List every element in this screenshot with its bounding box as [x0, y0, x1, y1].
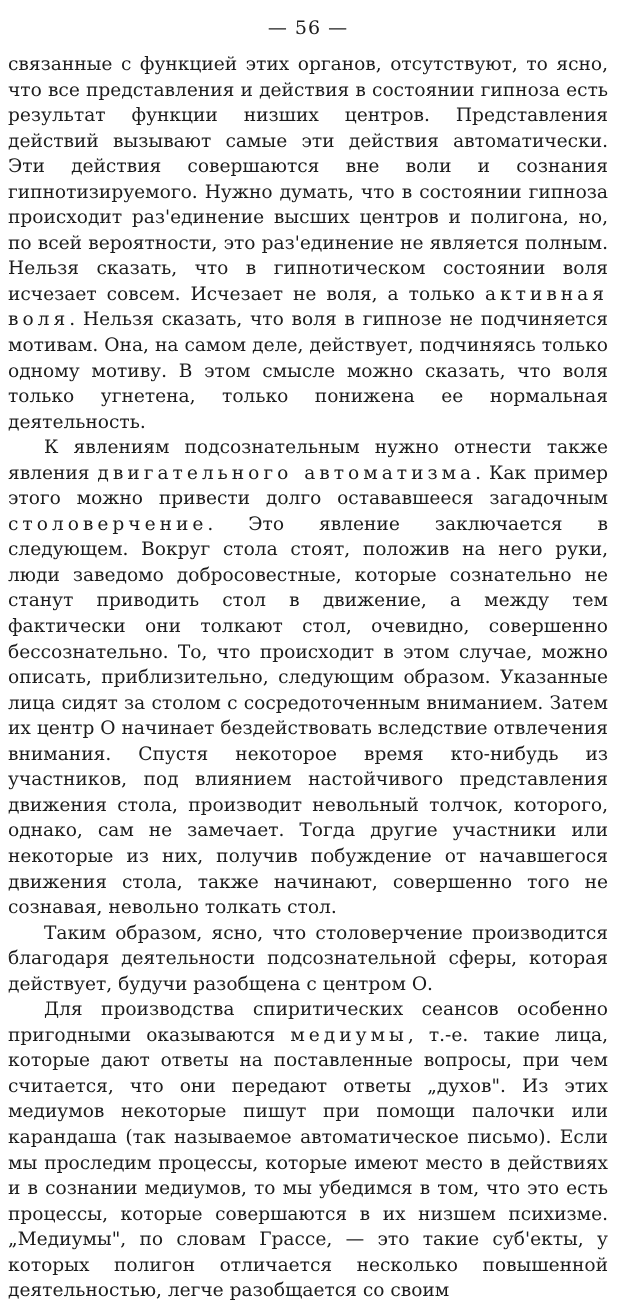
- paragraph-motor-automatism: [8, 435, 608, 920]
- emphasized-term: медиумы: [290, 1024, 408, 1046]
- paragraph-table-turning-conclusion: [8, 921, 608, 998]
- emphasized-term: столоверчение: [8, 513, 208, 535]
- paragraph-text: , т.-е. такие лица, которые дают ответы на поставленные вопросы, при чем считается, что они передают ответы „духов". Из этих медиумов некоторые пишут при помощи палочки или карандаша (так называемое автоматическое письмо). Если мы проследим процессы, которые имеют место в действиях и в сознании медиумов, то мы убедимся в том, что это есть процессы, которые совершаются в их низшем психизме. „Медиумы", по словам Грассе, — это такие суб'екты, у которых полигон отличается несколько повышенной деятельностью, легче разобщается со своим: [8, 1024, 608, 1302]
- paragraph-text: . Нельзя сказать, что воля в гипнозе не подчиняется мотивам. Она, на самом деле, действует, подчиняясь только одному мотиву. В этом смысле можно сказать, что воля только угнетена, только понижена ее нормальная деятельность.: [8, 309, 608, 433]
- paragraph-text: Для производства спиритических сеансов особенно пригодными оказываются: [8, 999, 608, 1046]
- paragraph-text: К явлениям подсознательным нужно отнести также явления: [8, 437, 608, 484]
- paragraph-mediums: [8, 997, 608, 1304]
- emphasized-term: двигательного автоматизма: [97, 462, 476, 484]
- paragraph-text: . Это явление заключается в следующем. Вокруг стола стоят, положив на него руки, люди заведомо добросовестные, которые сознательно не станут приводить стол в движение, а между тем фактически они толкают стол, очевидно, совершенно бессознательно. То, что происходит в этом случае, можно описать, приблизительно, следующим образом. Указанные лица сидят за столом с сосредоточенным вниманием. Затем их центр О начинает бездействовать вследствие отвлечения внимания. Спустя некоторое время кто-нибудь из участников, под влиянием настойчивого представления движения стола, производит невольный толчок, которого, однако, сам не замечает. Тогда другие участники или некоторые из них, получив побуждение от начавшегося движения стола, также начинают, совершенно того не сознавая, невольно толкать стол.: [8, 513, 608, 919]
- paragraph-text: Таким образом, ясно, что столоверчение производится благодаря деятельности подсознательной сферы, которая действует, будучи разобщена с центром О.: [8, 922, 608, 995]
- paragraph-text: . Как пример этого можно привести долго остававшееся загадочным: [8, 462, 608, 510]
- page-body-text: [8, 52, 608, 1304]
- paragraph-text: связанные с функцией этих органов, отсутствуют, то ясно, что все представления и действия в состоянии гипноза есть результат функции низших центров. Представления действий вызывают самые эти действия автоматически. Эти действия совершаются вне воли и сознания гипнотизируемого. Нужно думать, что в состоянии гипноза происходит раз'единение высших центров и полигона, но, по всей вероятности, это раз'единение не является полным. Нельзя сказать, что в гипнотическом состоянии воля исчезает совсем. Исчезает не воля, а только: [8, 54, 608, 305]
- page-number: — 56 —: [267, 17, 349, 39]
- paragraph-hypnosis-will: [8, 52, 608, 435]
- emphasized-term: активная воля: [8, 283, 608, 331]
